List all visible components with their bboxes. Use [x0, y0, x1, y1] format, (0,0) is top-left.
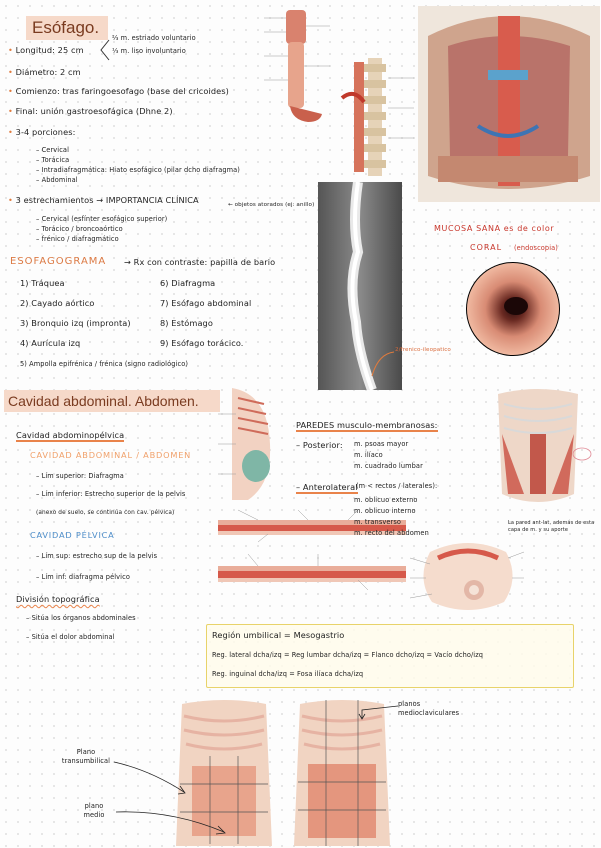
antero-2: m. oblicuo interno — [354, 507, 416, 515]
region-umbilical: Región umbilical = Mesogastrio — [212, 630, 345, 640]
paredes-heading: PAREDES musculo-membranosas: — [296, 420, 438, 430]
antero-1: m. oblicuo externo — [354, 496, 418, 504]
antero-3: m. transverso — [354, 518, 402, 526]
list-right-7: 7) Esófago abdominal — [160, 298, 252, 308]
posterior-label: – Posterior: — [296, 440, 343, 450]
anterolateral-label: – Anterolateral — [296, 482, 358, 492]
porcion-abdominal: – Abdominal — [36, 176, 78, 184]
pelvica-heading: CAVIDAD PÉLVICA — [30, 530, 115, 540]
abdomen-sagittal-illustration — [218, 384, 286, 502]
plano-medio: plano medio — [83, 802, 105, 819]
estrechamientos-item: • 3 estrechamientos → IMPORTANCIA CLÍNICA — [8, 195, 199, 205]
anterolateral-note: (m < rectos / laterales): — [356, 482, 438, 490]
abd-annex: (anexo de suelo, se continúa con cav. pélvica) — [36, 510, 175, 516]
esofagograma-heading: ESOFAGOGRAMA — [10, 256, 107, 267]
trunk-muscles-illustration — [478, 384, 598, 514]
pel-lim-inf: – Lím inf: diafragma pélvico — [36, 573, 130, 581]
porcion-intradiafragmatica: – Intradiafragmática: Hiato esofágico (pilar dcho diafragma) — [36, 166, 240, 174]
abdominal-wall-section-2 — [218, 550, 406, 594]
posterior-3: m. cuadrado lumbar — [354, 462, 423, 470]
thorax-dissection-illustration — [418, 6, 600, 202]
cavidad-title: Cavidad abdominal. Abdomen. — [4, 390, 220, 412]
medio-arrow — [112, 808, 232, 838]
pel-lim-sup: – Lím sup: estrecho sup de la pelvis — [36, 552, 158, 560]
mucosa-coral: CORAL — [470, 243, 503, 252]
esofagograma-desc: → Rx con contraste: papilla de bario — [124, 257, 276, 267]
endoscopy-image — [466, 262, 560, 356]
list-right-6: 6) Diafragma — [160, 278, 216, 288]
esofago-title: Esófago. — [26, 16, 108, 40]
list-right-8: 8) Estómago — [160, 318, 213, 328]
comienzo-item: • Comienzo: tras faringoesofago (base del cricoides) — [8, 86, 229, 96]
planos-arrow — [356, 700, 400, 720]
division-2: – Sitúa el dolor abdominal — [26, 633, 115, 641]
xray-label: 2/frenico-ileopatico — [395, 347, 451, 353]
torso-regions-illustration-2 — [286, 700, 398, 846]
posterior-1: m. psoas mayor — [354, 440, 409, 448]
list-left-3: 3) Bronquio izq (impronta) — [20, 318, 131, 328]
transverse-section-illustration — [408, 528, 526, 622]
estrech-frenico: – frénico / diafragmático — [36, 235, 119, 243]
region-lateral: Reg. lateral dcha/izq = Reg lumbar dcha/izq = Flanco dcho/izq = Vacío dcho/izq — [212, 651, 484, 659]
list-right-9: 9) Esófago torácico. — [160, 338, 244, 348]
xray-pointer — [368, 340, 396, 380]
list-left-4: 4) Aurícula izq — [20, 338, 81, 348]
planos-medioclaviculares: planos medioclaviculares — [398, 700, 460, 717]
mucosa-endoscopia: (endoscopia) — [514, 244, 558, 252]
mucosa-title: MUCOSA SANA es de color — [434, 224, 555, 233]
abd-lim-inf: – Lím inferior: Estrecho superior de la pelvis — [36, 490, 186, 498]
bracket-icon — [99, 38, 111, 62]
plano-transumbilical: Plano transumbilical — [61, 748, 111, 765]
abdominal-heading: CAVIDAD ABDOMINAL / ABDOMEN — [30, 450, 192, 460]
bracket-top: ⅔ m. estriado voluntario — [112, 34, 196, 42]
porcion-toracica: – Torácica — [36, 156, 70, 164]
abd-lim-sup: – Lím superior: Diafragma — [36, 472, 124, 480]
porcion-cervical: – Cervical — [36, 146, 69, 154]
transumbilical-arrow — [110, 758, 190, 798]
antero-4: m. recto del abdomen — [354, 529, 429, 537]
list-left-1: 1) Tráquea — [20, 278, 65, 288]
longitud-item: • Longitud: 25 cm — [8, 45, 84, 55]
abdominopelvica-heading: Cavidad abdominopélvica — [16, 430, 125, 440]
esophagus-illustration — [262, 6, 332, 126]
porciones-item: • 3-4 porciones: — [8, 127, 76, 137]
final-item: • Final: unión gastroesofágica (Dhne 2) — [8, 106, 173, 116]
muscles-figure-note: La pared ant-lat, además de esta capa de m. y su aporte — [508, 520, 595, 533]
estrech-toracico: – Torácico / broncoaórtico — [36, 225, 123, 233]
bracket-bottom: ⅓ m. liso involuntario — [112, 47, 186, 55]
posterior-2: m. ilíaco — [354, 451, 383, 459]
diametro-item: • Diámetro: 2 cm — [8, 67, 81, 77]
division-heading: División topográfica — [16, 594, 100, 604]
list-left-5: 5) Ampolla epifrénica / frénica (signo radiológico) — [20, 360, 188, 368]
estrech-cervical: – Cervical (esfínter esofágico superior) — [36, 215, 168, 223]
division-1: – Sitúa los órganos abdominales — [26, 614, 136, 622]
estrech-note: ← objetos atorados (ej: anillo) — [228, 202, 315, 208]
list-left-2: 2) Cayado aórtico — [20, 298, 95, 308]
mediastinum-illustration — [334, 58, 416, 176]
region-inguinal: Reg. inguinal dcha/izq = Fosa ilíaca dcha/izq — [212, 670, 364, 678]
